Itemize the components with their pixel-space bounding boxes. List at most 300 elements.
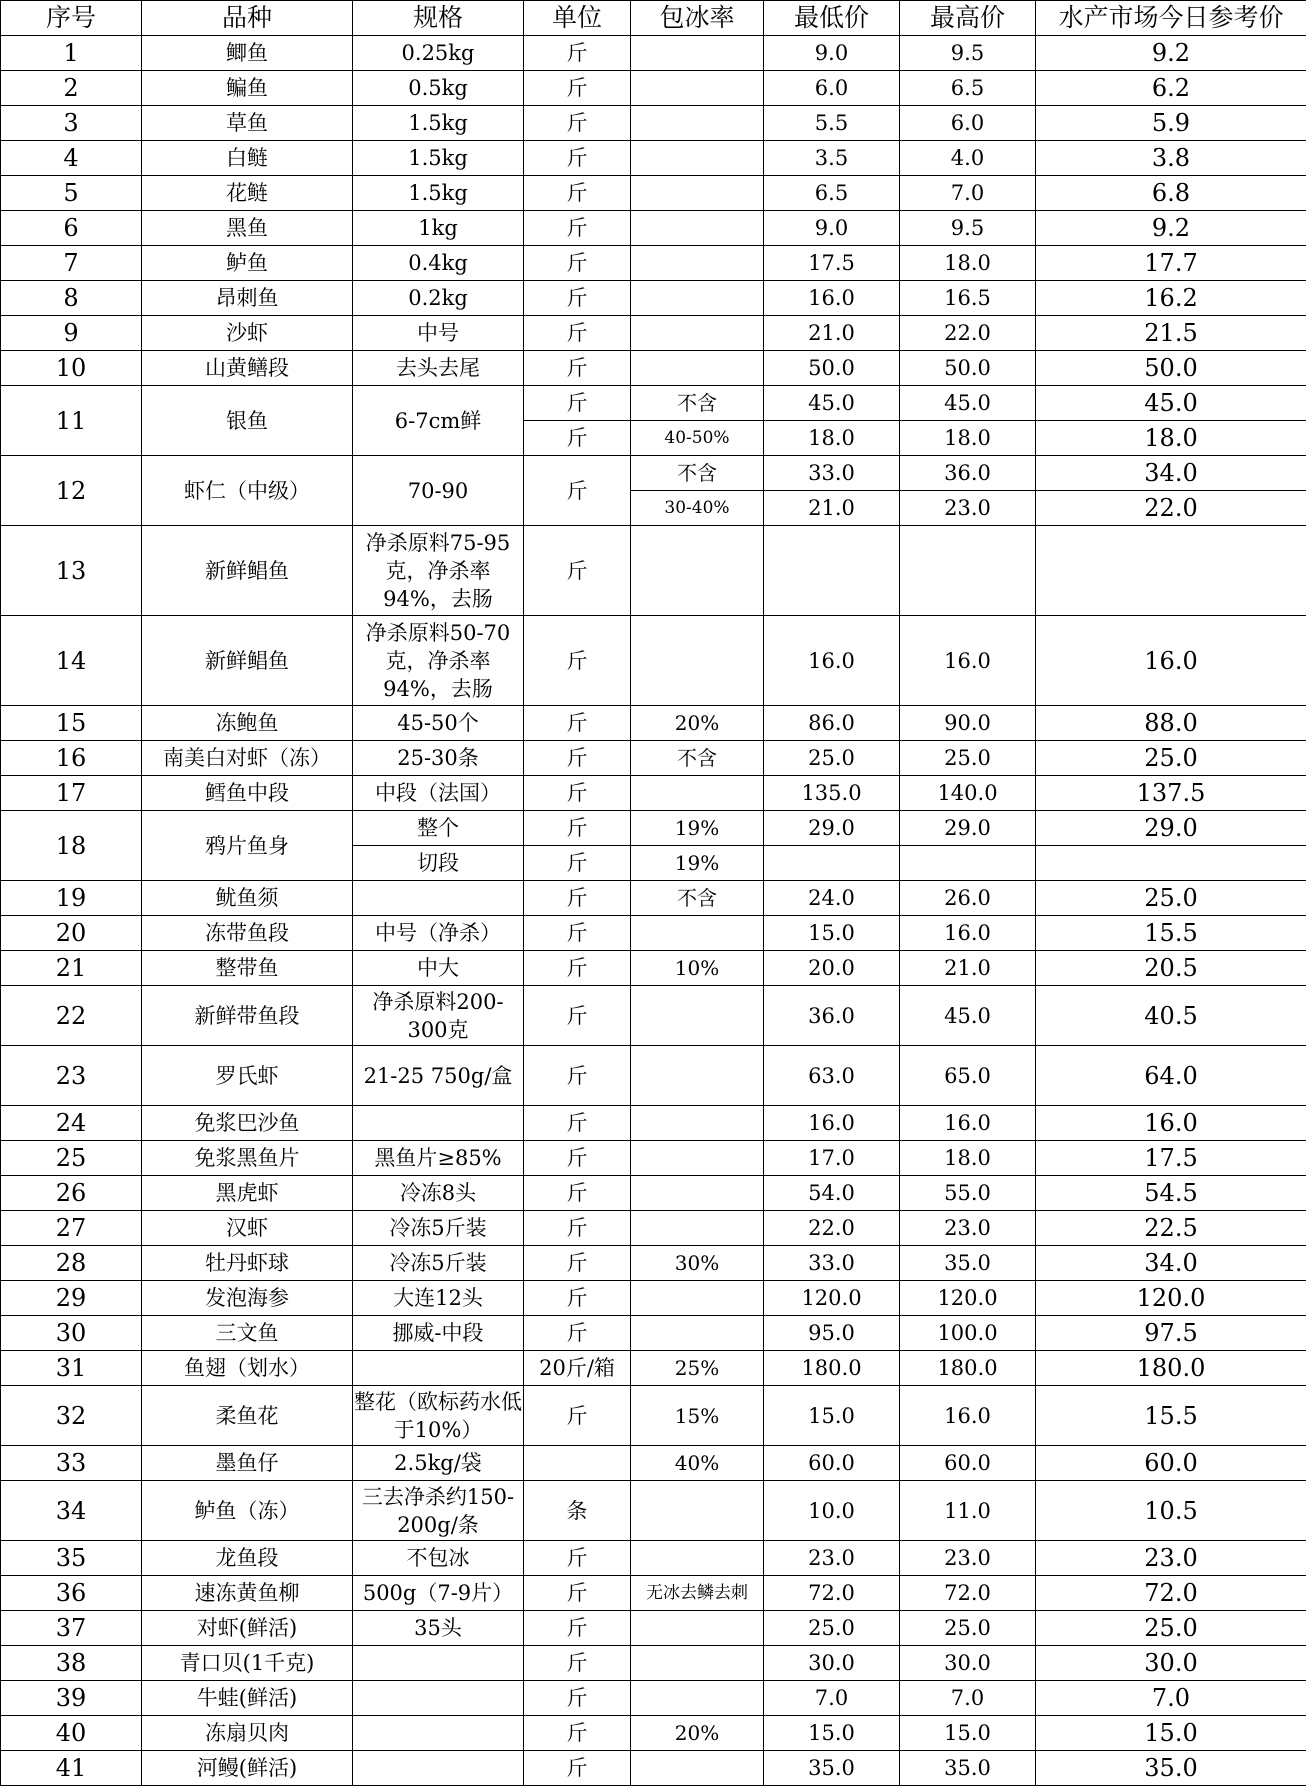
- cell-spec: 中段（法国）: [353, 776, 524, 811]
- header-variety: 品种: [142, 1, 353, 36]
- table-row: [1, 526, 1306, 616]
- cell-reference-price: 17.5: [1036, 1141, 1306, 1176]
- table-row: [1, 1716, 1306, 1751]
- cell-ice-rate: 15%: [631, 1386, 764, 1446]
- cell-low-price: 33.0: [764, 456, 900, 491]
- cell-reference-price: 54.5: [1036, 1176, 1306, 1211]
- cell-low-price: 22.0: [764, 1211, 900, 1246]
- cell-high-price: 23.0: [900, 1211, 1036, 1246]
- cell-reference-price: 64.0: [1036, 1046, 1306, 1106]
- cell-spec: [353, 881, 524, 916]
- cell-ice-rate: 无冰去鳞去刺: [631, 1576, 764, 1611]
- table-row: [1, 776, 1306, 811]
- table-row: [1, 1751, 1306, 1786]
- cell-variety: 新鲜鲳鱼: [142, 616, 353, 706]
- cell-high-price: 6.5: [900, 71, 1036, 106]
- table-row: [1, 351, 1306, 386]
- cell-high-price: 25.0: [900, 741, 1036, 776]
- cell-variety: 柔鱼花: [142, 1386, 353, 1446]
- cell-high-price: 16.0: [900, 916, 1036, 951]
- cell-high-price: 35.0: [900, 1246, 1036, 1281]
- cell-high-price: 45.0: [900, 986, 1036, 1046]
- table-row: [1, 141, 1306, 176]
- cell-spec: 中号: [353, 316, 524, 351]
- cell-ice-rate: 40%: [631, 1446, 764, 1481]
- cell-unit: 斤: [524, 176, 631, 211]
- cell-unit: 斤: [524, 1141, 631, 1176]
- table-row: [1, 1681, 1306, 1716]
- cell-spec: [353, 1716, 524, 1751]
- cell-unit: 斤: [524, 986, 631, 1046]
- cell-unit: 斤: [524, 1541, 631, 1576]
- cell-unit: 斤: [524, 1386, 631, 1446]
- table-row: [1, 316, 1306, 351]
- cell-seq: 30: [1, 1316, 142, 1351]
- cell-unit: 斤: [524, 1751, 631, 1786]
- cell-reference-price: 9.2: [1036, 36, 1306, 71]
- cell-seq: 20: [1, 916, 142, 951]
- cell-reference-price: 137.5: [1036, 776, 1306, 811]
- cell-seq: 9: [1, 316, 142, 351]
- header-reference-price: 水产市场今日参考价: [1036, 1, 1306, 36]
- cell-high-price: 23.0: [900, 491, 1036, 526]
- cell-low-price: 135.0: [764, 776, 900, 811]
- cell-variety: 沙虾: [142, 316, 353, 351]
- cell-unit: 斤: [524, 916, 631, 951]
- cell-ice-rate: 不含: [631, 741, 764, 776]
- cell-low-price: 16.0: [764, 616, 900, 706]
- cell-ice-rate: [631, 1281, 764, 1316]
- cell-low-price: 120.0: [764, 1281, 900, 1316]
- table-row: [1, 1046, 1306, 1106]
- cell-low-price: 25.0: [764, 1611, 900, 1646]
- table-row: [1, 616, 1306, 706]
- cell-low-price: [764, 526, 900, 616]
- cell-spec: 净杀原料200-300克: [353, 986, 524, 1046]
- cell-ice-rate: 不含: [631, 386, 764, 421]
- cell-ice-rate: [631, 1681, 764, 1716]
- cell-ice-rate: [631, 1751, 764, 1786]
- table-row: [1, 386, 1306, 421]
- cell-unit: 20斤/箱: [524, 1351, 631, 1386]
- cell-variety: 三文鱼: [142, 1316, 353, 1351]
- cell-spec: 500g（7-9片）: [353, 1576, 524, 1611]
- header-high-price: 最高价: [900, 1, 1036, 36]
- cell-seq: 24: [1, 1106, 142, 1141]
- cell-ice-rate: 19%: [631, 811, 764, 846]
- cell-high-price: 16.0: [900, 1386, 1036, 1446]
- cell-low-price: 7.0: [764, 1681, 900, 1716]
- cell-high-price: 100.0: [900, 1316, 1036, 1351]
- cell-low-price: 86.0: [764, 706, 900, 741]
- cell-high-price: 36.0: [900, 456, 1036, 491]
- cell-seq: 35: [1, 1541, 142, 1576]
- cell-variety: 鲈鱼: [142, 246, 353, 281]
- cell-high-price: 4.0: [900, 141, 1036, 176]
- cell-low-price: 17.0: [764, 1141, 900, 1176]
- table-row: [1, 741, 1306, 776]
- cell-reference-price: 34.0: [1036, 456, 1306, 491]
- header-spec: 规格: [353, 1, 524, 36]
- cell-reference-price: 6.8: [1036, 176, 1306, 211]
- cell-unit: 斤: [524, 316, 631, 351]
- cell-unit: 斤: [524, 1246, 631, 1281]
- table-row: [1, 1281, 1306, 1316]
- table-row: [1, 1646, 1306, 1681]
- cell-reference-price: 30.0: [1036, 1646, 1306, 1681]
- cell-seq: 18: [1, 811, 142, 881]
- cell-seq: 1: [1, 36, 142, 71]
- cell-variety: 牡丹虾球: [142, 1246, 353, 1281]
- cell-low-price: 35.0: [764, 1751, 900, 1786]
- cell-high-price: [900, 526, 1036, 616]
- cell-seq: 4: [1, 141, 142, 176]
- cell-high-price: 26.0: [900, 881, 1036, 916]
- cell-variety: 冻扇贝肉: [142, 1716, 353, 1751]
- cell-spec: 35头: [353, 1611, 524, 1646]
- cell-reference-price: 16.0: [1036, 1106, 1306, 1141]
- cell-ice-rate: [631, 176, 764, 211]
- cell-low-price: 16.0: [764, 1106, 900, 1141]
- cell-reference-price: 180.0: [1036, 1351, 1306, 1386]
- cell-variety: 鳕鱼中段: [142, 776, 353, 811]
- cell-variety: 鳊鱼: [142, 71, 353, 106]
- header-ice-rate: 包冰率: [631, 1, 764, 36]
- cell-unit: 斤: [524, 1316, 631, 1351]
- cell-high-price: [900, 846, 1036, 881]
- cell-seq: 7: [1, 246, 142, 281]
- cell-unit: [524, 1446, 631, 1481]
- cell-spec: 45-50个: [353, 706, 524, 741]
- cell-low-price: [764, 846, 900, 881]
- cell-ice-rate: 不含: [631, 456, 764, 491]
- cell-low-price: 54.0: [764, 1176, 900, 1211]
- cell-high-price: 22.0: [900, 316, 1036, 351]
- cell-low-price: 3.5: [764, 141, 900, 176]
- cell-spec: 黑鱼片≥85%: [353, 1141, 524, 1176]
- cell-spec: 1kg: [353, 211, 524, 246]
- cell-reference-price: 20.5: [1036, 951, 1306, 986]
- cell-ice-rate: [631, 1141, 764, 1176]
- cell-reference-price: [1036, 526, 1306, 616]
- cell-variety: 鲫鱼: [142, 36, 353, 71]
- cell-variety: 黑鱼: [142, 211, 353, 246]
- cell-high-price: 16.0: [900, 616, 1036, 706]
- cell-spec: 净杀原料75-95克，净杀率94%，去肠: [353, 526, 524, 616]
- cell-variety: 新鲜鲳鱼: [142, 526, 353, 616]
- cell-spec: 去头去尾: [353, 351, 524, 386]
- cell-spec: 中号（净杀）: [353, 916, 524, 951]
- cell-variety: 青口贝(1千克): [142, 1646, 353, 1681]
- cell-low-price: 21.0: [764, 491, 900, 526]
- cell-low-price: 9.0: [764, 211, 900, 246]
- cell-unit: 斤: [524, 526, 631, 616]
- cell-unit: 斤: [524, 211, 631, 246]
- cell-unit: 斤: [524, 776, 631, 811]
- cell-spec: [353, 1646, 524, 1681]
- cell-unit: 斤: [524, 141, 631, 176]
- cell-high-price: 9.5: [900, 211, 1036, 246]
- cell-high-price: 45.0: [900, 386, 1036, 421]
- cell-seq: 37: [1, 1611, 142, 1646]
- cell-unit: 斤: [524, 281, 631, 316]
- cell-unit: 斤: [524, 246, 631, 281]
- cell-seq: 31: [1, 1351, 142, 1386]
- cell-ice-rate: [631, 36, 764, 71]
- cell-high-price: 18.0: [900, 421, 1036, 456]
- cell-variety: 银鱼: [142, 386, 353, 456]
- cell-reference-price: 97.5: [1036, 1316, 1306, 1351]
- cell-spec: 0.5kg: [353, 71, 524, 106]
- table-row: [1, 246, 1306, 281]
- cell-reference-price: 88.0: [1036, 706, 1306, 741]
- table-row: [1, 71, 1306, 106]
- cell-ice-rate: [631, 986, 764, 1046]
- cell-ice-rate: [631, 916, 764, 951]
- cell-variety: 花鲢: [142, 176, 353, 211]
- cell-low-price: 6.0: [764, 71, 900, 106]
- cell-reference-price: 40.5: [1036, 986, 1306, 1046]
- cell-high-price: 180.0: [900, 1351, 1036, 1386]
- cell-spec: 0.25kg: [353, 36, 524, 71]
- cell-unit: 斤: [524, 616, 631, 706]
- cell-low-price: 10.0: [764, 1481, 900, 1541]
- header-seq: 序号: [1, 1, 142, 36]
- cell-variety: 昂刺鱼: [142, 281, 353, 316]
- table-row: [1, 1106, 1306, 1141]
- cell-variety: 河鳗(鲜活): [142, 1751, 353, 1786]
- cell-high-price: 18.0: [900, 246, 1036, 281]
- cell-low-price: 29.0: [764, 811, 900, 846]
- cell-variety: 鱿鱼须: [142, 881, 353, 916]
- cell-low-price: 36.0: [764, 986, 900, 1046]
- price-table-body: [1, 36, 1306, 1786]
- cell-low-price: 16.0: [764, 281, 900, 316]
- cell-ice-rate: [631, 316, 764, 351]
- cell-variety: 冻鲍鱼: [142, 706, 353, 741]
- cell-reference-price: 34.0: [1036, 1246, 1306, 1281]
- cell-spec: 三去净杀约150-200g/条: [353, 1481, 524, 1541]
- cell-unit: 斤: [524, 1176, 631, 1211]
- cell-high-price: 6.0: [900, 106, 1036, 141]
- cell-ice-rate: [631, 776, 764, 811]
- cell-variety: 鱼翅（划水）: [142, 1351, 353, 1386]
- table-row: [1, 1481, 1306, 1541]
- cell-unit: 斤: [524, 1106, 631, 1141]
- table-row: [1, 1446, 1306, 1481]
- cell-spec: [353, 1751, 524, 1786]
- cell-high-price: 25.0: [900, 1611, 1036, 1646]
- cell-ice-rate: [631, 1211, 764, 1246]
- cell-high-price: 72.0: [900, 1576, 1036, 1611]
- cell-high-price: 140.0: [900, 776, 1036, 811]
- cell-seq: 39: [1, 1681, 142, 1716]
- cell-variety: 冻带鱼段: [142, 916, 353, 951]
- cell-ice-rate: [631, 141, 764, 176]
- cell-unit: 斤: [524, 1211, 631, 1246]
- cell-variety: 黑虎虾: [142, 1176, 353, 1211]
- cell-unit: 斤: [524, 1046, 631, 1106]
- cell-spec: [353, 1351, 524, 1386]
- cell-seq: 36: [1, 1576, 142, 1611]
- table-row: [1, 1211, 1306, 1246]
- cell-reference-price: 120.0: [1036, 1281, 1306, 1316]
- cell-high-price: 29.0: [900, 811, 1036, 846]
- cell-ice-rate: [631, 1541, 764, 1576]
- cell-ice-rate: 20%: [631, 706, 764, 741]
- cell-unit: 斤: [524, 456, 631, 526]
- cell-spec: 0.4kg: [353, 246, 524, 281]
- cell-variety: 南美白对虾（冻）: [142, 741, 353, 776]
- table-row: [1, 211, 1306, 246]
- cell-unit: 斤: [524, 706, 631, 741]
- table-row: [1, 1176, 1306, 1211]
- cell-reference-price: [1036, 846, 1306, 881]
- table-row: [1, 281, 1306, 316]
- cell-reference-price: 15.0: [1036, 1716, 1306, 1751]
- cell-ice-rate: [631, 1046, 764, 1106]
- cell-low-price: 25.0: [764, 741, 900, 776]
- cell-high-price: 9.5: [900, 36, 1036, 71]
- cell-low-price: 9.0: [764, 36, 900, 71]
- cell-spec: [353, 1681, 524, 1716]
- cell-unit: 斤: [524, 36, 631, 71]
- cell-ice-rate: 19%: [631, 846, 764, 881]
- cell-reference-price: 25.0: [1036, 881, 1306, 916]
- cell-reference-price: 25.0: [1036, 741, 1306, 776]
- cell-unit: 斤: [524, 1681, 631, 1716]
- cell-spec: 1.5kg: [353, 106, 524, 141]
- cell-reference-price: 15.5: [1036, 916, 1306, 951]
- cell-seq: 22: [1, 986, 142, 1046]
- cell-unit: 斤: [524, 881, 631, 916]
- cell-seq: 26: [1, 1176, 142, 1211]
- cell-ice-rate: [631, 246, 764, 281]
- cell-variety: 罗氏虾: [142, 1046, 353, 1106]
- cell-low-price: 45.0: [764, 386, 900, 421]
- cell-ice-rate: [631, 211, 764, 246]
- cell-ice-rate: [631, 351, 764, 386]
- cell-low-price: 72.0: [764, 1576, 900, 1611]
- cell-high-price: 90.0: [900, 706, 1036, 741]
- cell-high-price: 11.0: [900, 1481, 1036, 1541]
- cell-ice-rate: [631, 1106, 764, 1141]
- table-row: [1, 1141, 1306, 1176]
- cell-unit: 斤: [524, 1611, 631, 1646]
- cell-reference-price: 29.0: [1036, 811, 1306, 846]
- cell-unit: 斤: [524, 951, 631, 986]
- table-row: [1, 1541, 1306, 1576]
- cell-reference-price: 6.2: [1036, 71, 1306, 106]
- cell-reference-price: 15.5: [1036, 1386, 1306, 1446]
- cell-spec: 21-25 750g/盒: [353, 1046, 524, 1106]
- cell-low-price: 15.0: [764, 1716, 900, 1751]
- cell-ice-rate: [631, 1611, 764, 1646]
- cell-low-price: 15.0: [764, 1386, 900, 1446]
- cell-seq: 6: [1, 211, 142, 246]
- cell-seq: 33: [1, 1446, 142, 1481]
- cell-variety: 免浆巴沙鱼: [142, 1106, 353, 1141]
- cell-ice-rate: 20%: [631, 1716, 764, 1751]
- cell-reference-price: 5.9: [1036, 106, 1306, 141]
- header-unit: 单位: [524, 1, 631, 36]
- cell-unit: 斤: [524, 386, 631, 421]
- cell-ice-rate: [631, 71, 764, 106]
- cell-ice-rate: 25%: [631, 1351, 764, 1386]
- cell-ice-rate: [631, 1176, 764, 1211]
- cell-seq: 15: [1, 706, 142, 741]
- cell-variety: 山黄鳝段: [142, 351, 353, 386]
- cell-seq: 13: [1, 526, 142, 616]
- table-row: [1, 951, 1306, 986]
- cell-spec: 70-90: [353, 456, 524, 526]
- cell-spec: 切段: [353, 846, 524, 881]
- cell-high-price: 16.5: [900, 281, 1036, 316]
- cell-reference-price: 35.0: [1036, 1751, 1306, 1786]
- cell-unit: 斤: [524, 1716, 631, 1751]
- cell-seq: 28: [1, 1246, 142, 1281]
- cell-spec: 25-30条: [353, 741, 524, 776]
- cell-unit: 斤: [524, 1576, 631, 1611]
- cell-spec: 6-7cm鲜: [353, 386, 524, 456]
- cell-ice-rate: 不含: [631, 881, 764, 916]
- cell-seq: 17: [1, 776, 142, 811]
- table-row: [1, 1386, 1306, 1446]
- cell-reference-price: 45.0: [1036, 386, 1306, 421]
- cell-variety: 墨鱼仔: [142, 1446, 353, 1481]
- cell-spec: 冷冻5斤装: [353, 1211, 524, 1246]
- cell-seq: 27: [1, 1211, 142, 1246]
- cell-spec: 整花（欧标药水低于10%）: [353, 1386, 524, 1446]
- cell-low-price: 18.0: [764, 421, 900, 456]
- cell-variety: 整带鱼: [142, 951, 353, 986]
- table-row: [1, 811, 1306, 846]
- cell-low-price: 180.0: [764, 1351, 900, 1386]
- cell-variety: 草鱼: [142, 106, 353, 141]
- cell-variety: 对虾(鲜活): [142, 1611, 353, 1646]
- cell-unit: 斤: [524, 811, 631, 846]
- cell-low-price: 6.5: [764, 176, 900, 211]
- cell-high-price: 7.0: [900, 176, 1036, 211]
- cell-reference-price: 16.0: [1036, 616, 1306, 706]
- cell-seq: 2: [1, 71, 142, 106]
- cell-high-price: 60.0: [900, 1446, 1036, 1481]
- cell-spec: 整个: [353, 811, 524, 846]
- cell-reference-price: 9.2: [1036, 211, 1306, 246]
- cell-reference-price: 7.0: [1036, 1681, 1306, 1716]
- cell-ice-rate: [631, 1646, 764, 1681]
- cell-high-price: 21.0: [900, 951, 1036, 986]
- cell-seq: 19: [1, 881, 142, 916]
- table-row: [1, 456, 1306, 491]
- header-low-price: 最低价: [764, 1, 900, 36]
- cell-high-price: 16.0: [900, 1106, 1036, 1141]
- cell-ice-rate: 30-40%: [631, 491, 764, 526]
- cell-seq: 3: [1, 106, 142, 141]
- table-row: [1, 1316, 1306, 1351]
- cell-low-price: 15.0: [764, 916, 900, 951]
- cell-seq: 12: [1, 456, 142, 526]
- cell-low-price: 21.0: [764, 316, 900, 351]
- cell-spec: [353, 1106, 524, 1141]
- cell-seq: 16: [1, 741, 142, 776]
- cell-variety: 龙鱼段: [142, 1541, 353, 1576]
- table-row: [1, 881, 1306, 916]
- table-row: [1, 706, 1306, 741]
- cell-unit: 斤: [524, 106, 631, 141]
- cell-spec: 大连12头: [353, 1281, 524, 1316]
- cell-ice-rate: [631, 526, 764, 616]
